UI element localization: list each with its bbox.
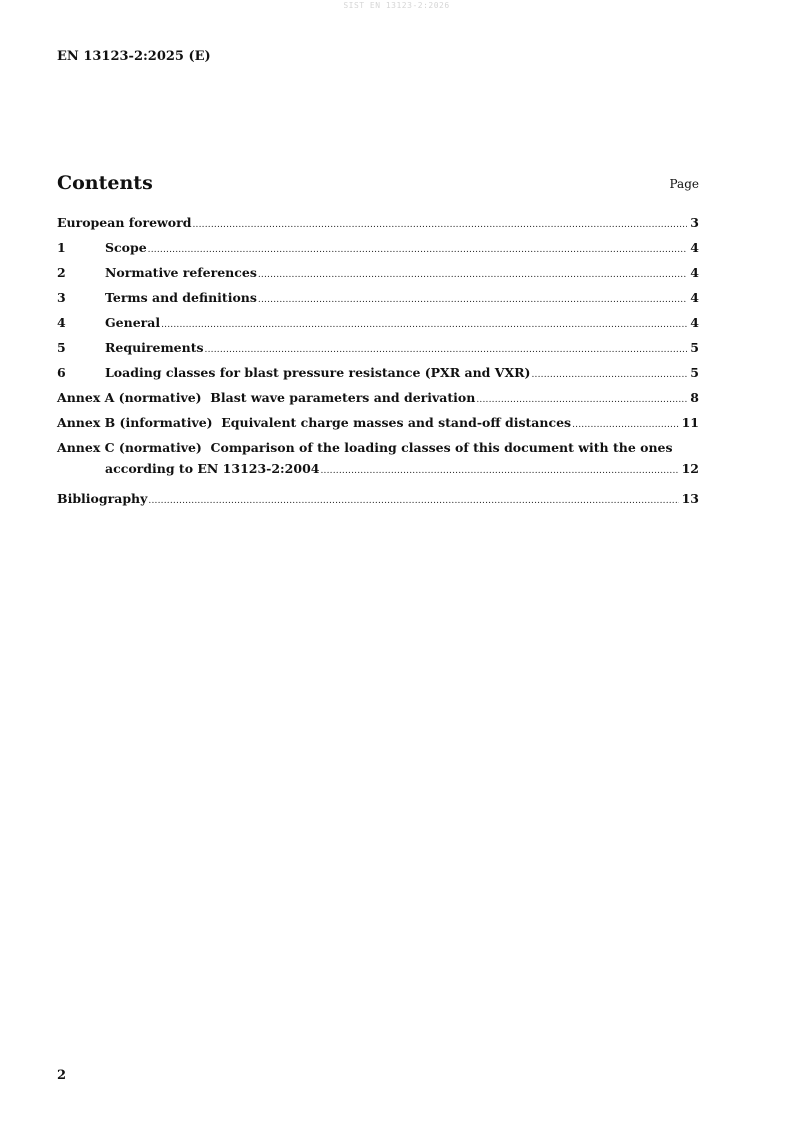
toc-entry-page: 13 — [681, 491, 699, 506]
toc-entry-text: Bibliography — [57, 491, 148, 506]
toc-entry-text: General — [105, 315, 161, 330]
toc-entry-text: Loading classes for blast pressure resistance (PXR and VXR) — [105, 365, 531, 380]
table-of-contents — [57, 215, 699, 516]
toc-entry-number: 6 — [57, 365, 66, 380]
toc-entry-text: Scope — [105, 240, 147, 255]
dot-leader — [531, 370, 687, 380]
toc-entry-text: Annex B (informative) Equivalent charge masses and stand-off distances — [57, 415, 572, 430]
toc-entry-terms-and-definitions[interactable] — [57, 290, 699, 315]
toc-entry-page: 11 — [681, 415, 699, 430]
dot-leader — [258, 270, 687, 280]
dot-leader — [192, 220, 687, 230]
dot-leader — [320, 466, 678, 476]
toc-entry-page: 3 — [690, 215, 699, 230]
toc-entry-line2 — [57, 461, 699, 476]
toc-entry-requirements[interactable] — [57, 340, 699, 365]
toc-entry-bibliography[interactable] — [57, 491, 699, 516]
page-column-label: Page — [669, 177, 699, 191]
toc-entry-general[interactable] — [57, 315, 699, 340]
toc-entry-page: 12 — [681, 461, 699, 476]
toc-entry-page: 4 — [690, 290, 699, 305]
toc-entry-page: 4 — [690, 315, 699, 330]
toc-entry-annex-c[interactable] — [57, 440, 699, 491]
toc-entry-loading-classes[interactable] — [57, 365, 699, 390]
dot-leader — [161, 320, 687, 330]
toc-entry-text: Terms and definitions — [105, 290, 257, 305]
dot-leader — [572, 420, 679, 430]
toc-entry-european-foreword[interactable] — [57, 215, 699, 240]
toc-entry-page: 4 — [690, 240, 699, 255]
dot-leader — [258, 295, 687, 305]
dot-leader — [205, 345, 688, 355]
document-id: EN 13123-2:2025 (E) — [57, 49, 211, 64]
toc-entry-scope[interactable] — [57, 240, 699, 265]
dot-leader — [148, 496, 678, 506]
toc-entry-text-line1: Annex C (normative) Comparison of the loading classes of this document with the ones — [57, 440, 673, 455]
toc-entry-page: 4 — [690, 265, 699, 280]
contents-heading — [57, 172, 699, 196]
toc-entry-number: 1 — [57, 240, 66, 255]
toc-entry-page: 5 — [690, 365, 699, 380]
contents-title: Contents — [57, 172, 153, 194]
toc-entry-page: 8 — [690, 390, 699, 405]
toc-entry-number: 5 — [57, 340, 66, 355]
dot-leader — [476, 395, 687, 405]
toc-entry-annex-b[interactable] — [57, 415, 699, 440]
toc-entry-text: Requirements — [105, 340, 204, 355]
toc-entry-number: 3 — [57, 290, 66, 305]
toc-entry-text: Normative references — [105, 265, 257, 280]
page-number: 2 — [57, 1068, 67, 1083]
toc-entry-text-line2: according to EN 13123-2:2004 — [105, 461, 320, 476]
toc-entry-number: 2 — [57, 265, 66, 280]
toc-entry-normative-references[interactable] — [57, 265, 699, 290]
watermark: SIST EN 13123-2:2026 — [343, 1, 450, 10]
toc-entry-annex-a[interactable] — [57, 390, 699, 415]
toc-entry-text: Annex A (normative) Blast wave parameters and derivation — [57, 390, 476, 405]
toc-entry-page: 5 — [690, 340, 699, 355]
toc-entry-number: 4 — [57, 315, 66, 330]
toc-entry-text: European foreword — [57, 215, 192, 230]
dot-leader — [148, 245, 688, 255]
